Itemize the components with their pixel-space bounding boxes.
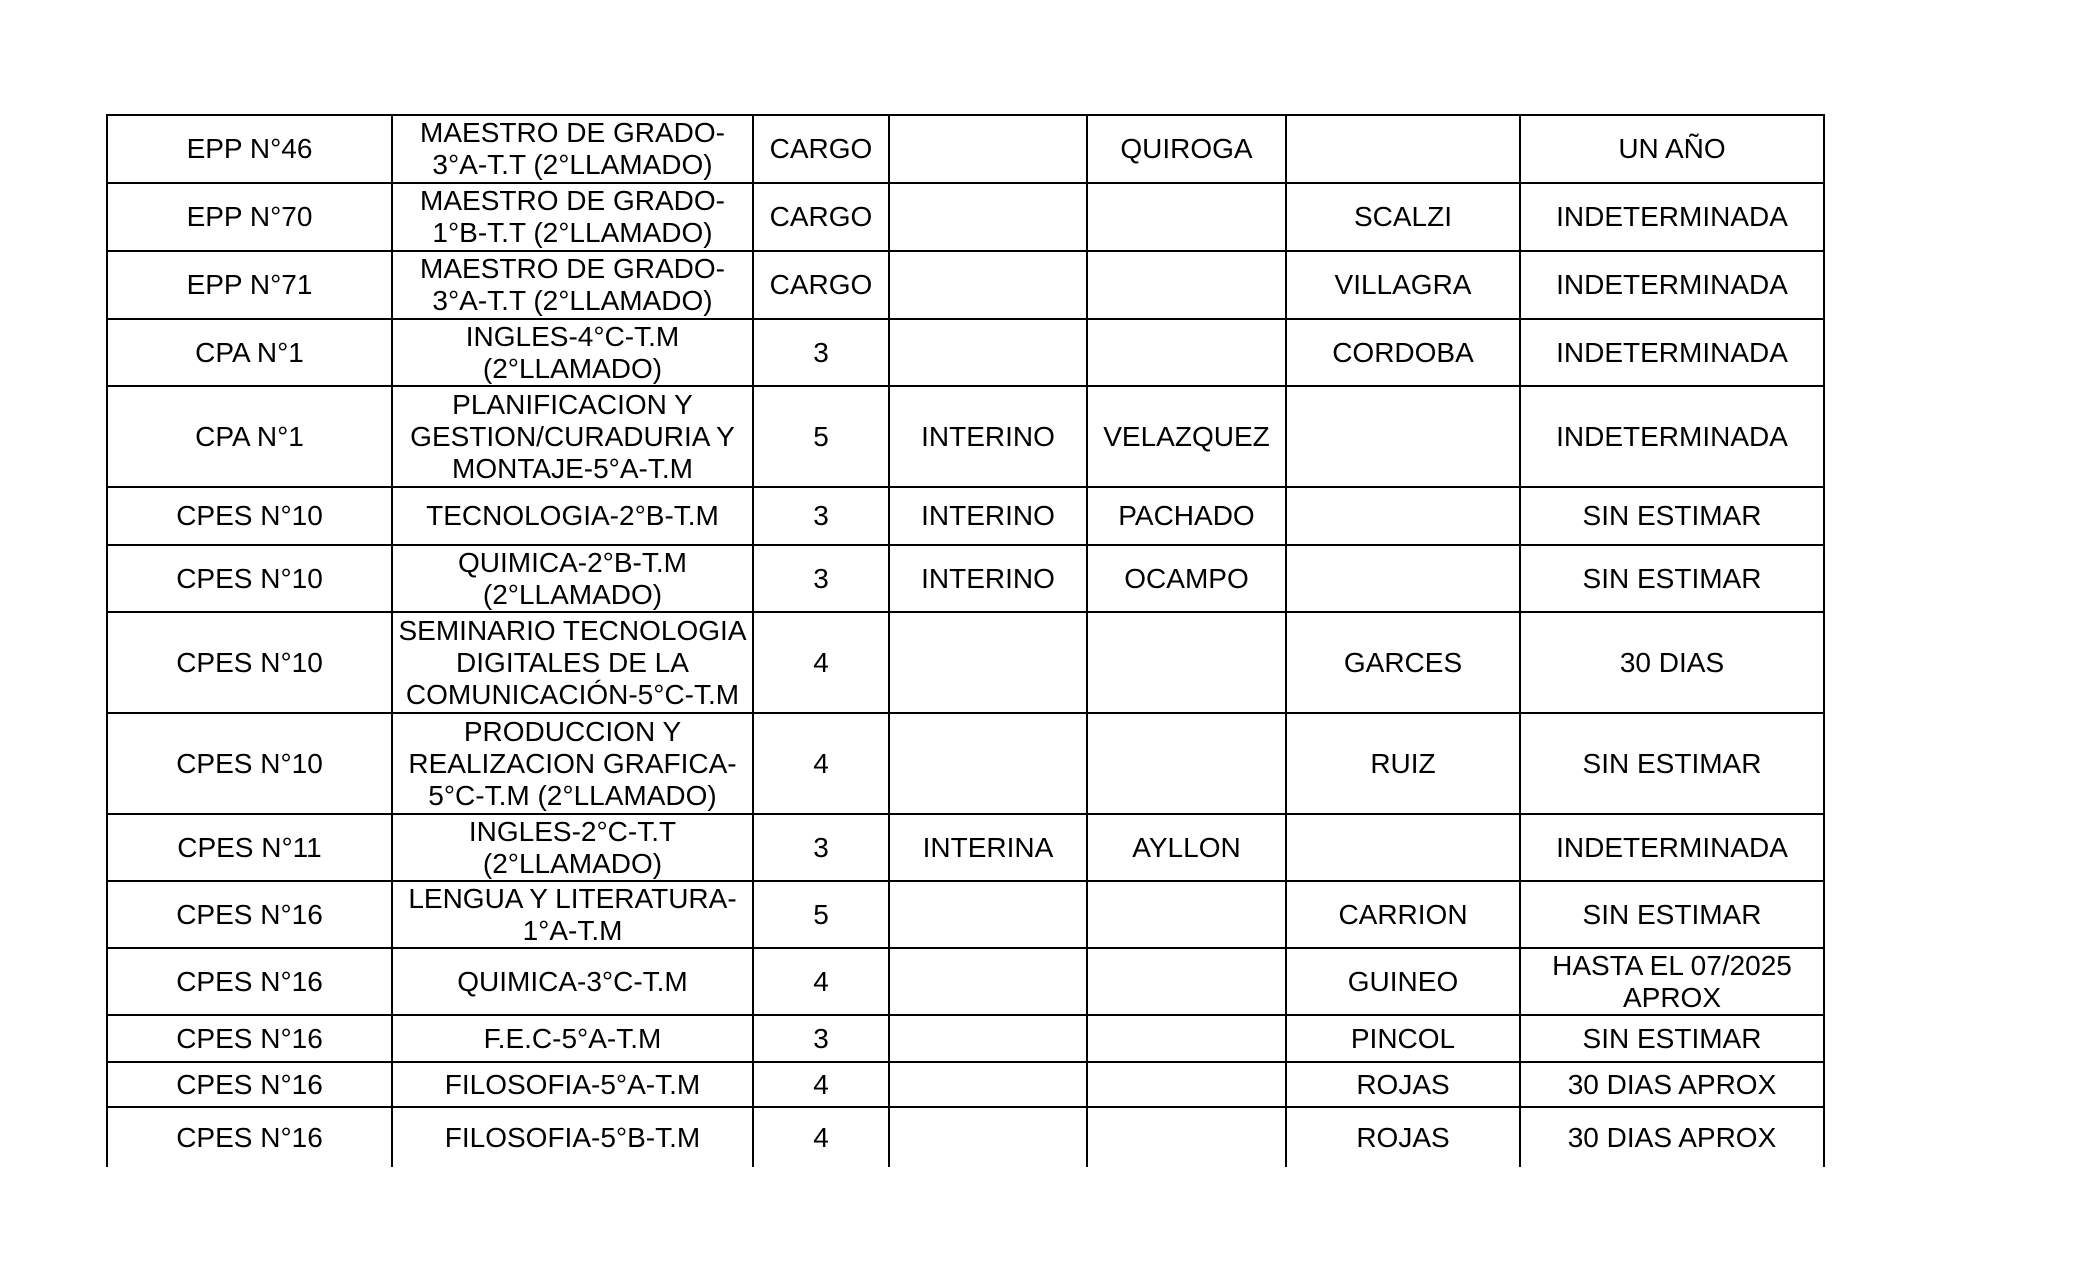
status-cell	[889, 1062, 1087, 1107]
subject-cell: FILOSOFIA-5°A-T.M	[392, 1062, 753, 1107]
replacement-cell: VILLAGRA	[1286, 251, 1520, 319]
hours-cell: 3	[753, 487, 889, 545]
school-cell: CPA N°1	[107, 386, 392, 487]
table-row	[107, 487, 1824, 545]
hours-cell: 4	[753, 612, 889, 713]
subject-cell: MAESTRO DE GRADO-1°B-T.T (2°LLAMADO)	[392, 183, 753, 251]
replacement-cell: ROJAS	[1286, 1062, 1520, 1107]
holder-cell	[1087, 1015, 1286, 1062]
replacement-cell	[1286, 545, 1520, 612]
table-row	[107, 319, 1824, 386]
duration-cell: INDETERMINADA	[1520, 251, 1824, 319]
holder-cell: PACHADO	[1087, 487, 1286, 545]
subject-cell: F.E.C-5°A-T.M	[392, 1015, 753, 1062]
status-cell	[889, 713, 1087, 814]
duration-cell: 30 DIAS	[1520, 612, 1824, 713]
table-row	[107, 545, 1824, 612]
duration-cell: SIN ESTIMAR	[1520, 545, 1824, 612]
school-cell: CPES N°16	[107, 948, 392, 1015]
table-row	[107, 251, 1824, 319]
school-cell: CPES N°10	[107, 612, 392, 713]
status-cell	[889, 183, 1087, 251]
status-cell: INTERINO	[889, 386, 1087, 487]
duration-cell: INDETERMINADA	[1520, 814, 1824, 881]
status-cell: INTERINO	[889, 545, 1087, 612]
status-cell	[889, 612, 1087, 713]
school-cell: CPES N°10	[107, 713, 392, 814]
replacement-cell	[1286, 115, 1520, 183]
replacement-cell	[1286, 386, 1520, 487]
school-cell: CPES N°10	[107, 487, 392, 545]
subject-cell: QUIMICA-2°B-T.M (2°LLAMADO)	[392, 545, 753, 612]
hours-cell: 3	[753, 1015, 889, 1062]
hours-cell: 4	[753, 1107, 889, 1167]
school-cell: CPES N°16	[107, 881, 392, 948]
duration-cell: SIN ESTIMAR	[1520, 881, 1824, 948]
status-cell	[889, 319, 1087, 386]
subject-cell: LENGUA Y LITERATURA-1°A-T.M	[392, 881, 753, 948]
status-cell	[889, 251, 1087, 319]
school-cell: CPES N°16	[107, 1107, 392, 1167]
subject-cell: PRODUCCION Y REALIZACION GRAFICA-5°C-T.M (2°LLAMADO)	[392, 713, 753, 814]
school-cell: CPES N°11	[107, 814, 392, 881]
holder-cell	[1087, 1062, 1286, 1107]
holder-cell	[1087, 251, 1286, 319]
replacement-cell: GUINEO	[1286, 948, 1520, 1015]
status-cell: INTERINA	[889, 814, 1087, 881]
status-cell	[889, 881, 1087, 948]
school-cell: CPES N°10	[107, 545, 392, 612]
hours-cell: 3	[753, 814, 889, 881]
table-row	[107, 713, 1824, 814]
hours-cell: 4	[753, 948, 889, 1015]
replacement-cell: CORDOBA	[1286, 319, 1520, 386]
replacement-cell	[1286, 814, 1520, 881]
subject-cell: PLANIFICACION Y GESTION/CURADURIA Y MONTAJE-5°A-T.M	[392, 386, 753, 487]
school-cell: EPP N°70	[107, 183, 392, 251]
holder-cell	[1087, 183, 1286, 251]
duration-cell: UN AÑO	[1520, 115, 1824, 183]
school-cell: CPA N°1	[107, 319, 392, 386]
replacement-cell	[1286, 487, 1520, 545]
replacement-cell: ROJAS	[1286, 1107, 1520, 1167]
table-row	[107, 386, 1824, 487]
table-row	[107, 1062, 1824, 1107]
holder-cell: OCAMPO	[1087, 545, 1286, 612]
table-body	[107, 115, 1824, 1167]
hours-cell: 3	[753, 545, 889, 612]
duration-cell: INDETERMINADA	[1520, 183, 1824, 251]
holder-cell	[1087, 948, 1286, 1015]
table-row	[107, 814, 1824, 881]
hours-cell: CARGO	[753, 251, 889, 319]
holder-cell	[1087, 881, 1286, 948]
school-cell: EPP N°46	[107, 115, 392, 183]
subject-cell: FILOSOFIA-5°B-T.M	[392, 1107, 753, 1167]
table-row	[107, 183, 1824, 251]
status-cell	[889, 1015, 1087, 1062]
school-cell: CPES N°16	[107, 1015, 392, 1062]
holder-cell: QUIROGA	[1087, 115, 1286, 183]
subject-cell: INGLES-2°C-T.T (2°LLAMADO)	[392, 814, 753, 881]
duration-cell: SIN ESTIMAR	[1520, 713, 1824, 814]
hours-cell: 3	[753, 319, 889, 386]
duration-cell: INDETERMINADA	[1520, 319, 1824, 386]
subject-cell: MAESTRO DE GRADO-3°A-T.T (2°LLAMADO)	[392, 251, 753, 319]
holder-cell	[1087, 319, 1286, 386]
holder-cell: VELAZQUEZ	[1087, 386, 1286, 487]
hours-cell: CARGO	[753, 115, 889, 183]
holder-cell: AYLLON	[1087, 814, 1286, 881]
duration-cell: 30 DIAS APROX	[1520, 1062, 1824, 1107]
school-cell: EPP N°71	[107, 251, 392, 319]
vacancies-table	[106, 114, 1825, 1167]
hours-cell: CARGO	[753, 183, 889, 251]
table-row	[107, 1015, 1824, 1062]
subject-cell: INGLES-4°C-T.M (2°LLAMADO)	[392, 319, 753, 386]
holder-cell	[1087, 713, 1286, 814]
replacement-cell: GARCES	[1286, 612, 1520, 713]
subject-cell: MAESTRO DE GRADO-3°A-T.T (2°LLAMADO)	[392, 115, 753, 183]
duration-cell: SIN ESTIMAR	[1520, 1015, 1824, 1062]
holder-cell	[1087, 1107, 1286, 1167]
subject-cell: QUIMICA-3°C-T.M	[392, 948, 753, 1015]
status-cell: INTERINO	[889, 487, 1087, 545]
duration-cell: INDETERMINADA	[1520, 386, 1824, 487]
hours-cell: 5	[753, 881, 889, 948]
subject-cell: SEMINARIO TECNOLOGIA DIGITALES DE LA COMUNICACIÓN-5°C-T.M	[392, 612, 753, 713]
table-row	[107, 115, 1824, 183]
replacement-cell: PINCOL	[1286, 1015, 1520, 1062]
replacement-cell: RUIZ	[1286, 713, 1520, 814]
duration-cell: HASTA EL 07/2025 APROX	[1520, 948, 1824, 1015]
status-cell	[889, 948, 1087, 1015]
table-row	[107, 881, 1824, 948]
hours-cell: 4	[753, 713, 889, 814]
replacement-cell: CARRION	[1286, 881, 1520, 948]
duration-cell: 30 DIAS APROX	[1520, 1107, 1824, 1167]
table-row	[107, 1107, 1824, 1167]
hours-cell: 4	[753, 1062, 889, 1107]
replacement-cell: SCALZI	[1286, 183, 1520, 251]
status-cell	[889, 115, 1087, 183]
school-cell: CPES N°16	[107, 1062, 392, 1107]
table-row	[107, 948, 1824, 1015]
hours-cell: 5	[753, 386, 889, 487]
status-cell	[889, 1107, 1087, 1167]
table-row	[107, 612, 1824, 713]
holder-cell	[1087, 612, 1286, 713]
subject-cell: TECNOLOGIA-2°B-T.M	[392, 487, 753, 545]
duration-cell: SIN ESTIMAR	[1520, 487, 1824, 545]
